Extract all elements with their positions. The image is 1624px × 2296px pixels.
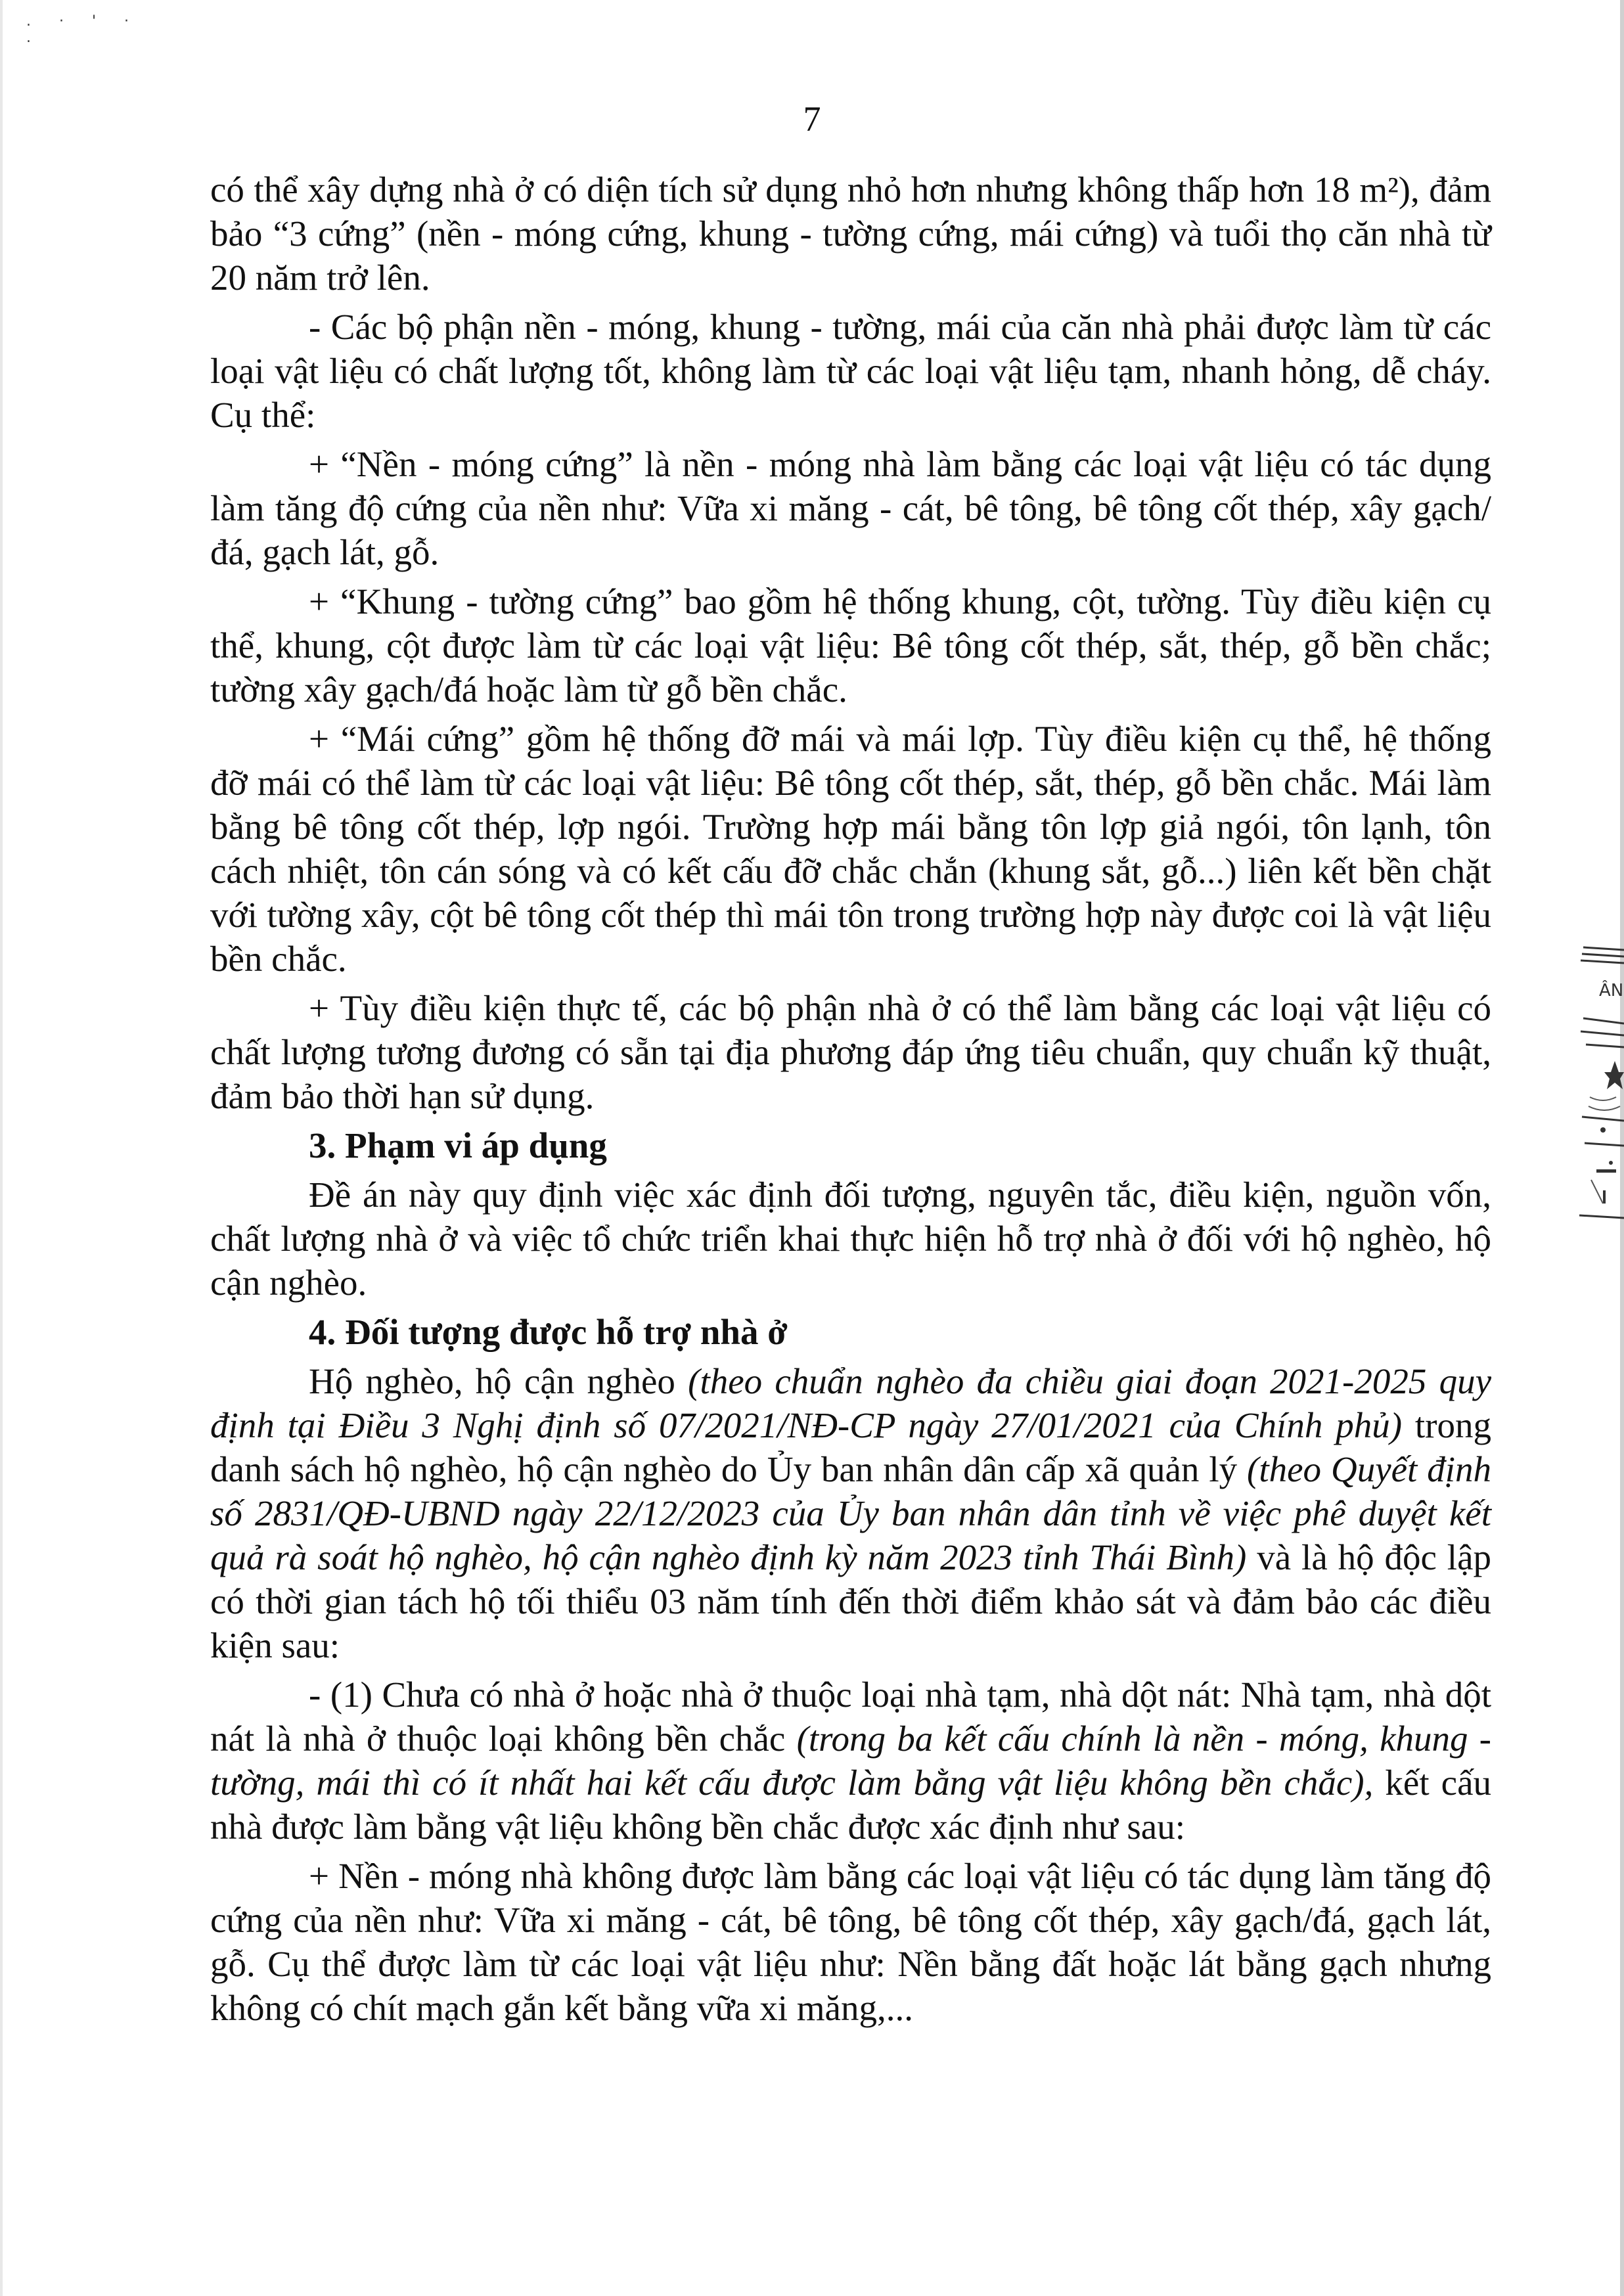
section-heading-3: 3. Phạm vi áp dụng <box>309 1125 607 1165</box>
paragraph-9-part-a: - (1) Chưa có nhà ở hoặc nhà ở thuộc loại nhà tạm, nhà dột nát: Nhà tạm, nhà dột nát là nhà ở thuộc loại không bền chắc <box>210 1675 1491 1759</box>
paragraph-9 <box>210 1673 1491 1849</box>
paragraph-7: Đề án này quy định việc xác định đối tượng, nguyên tắc, điều kiện, nguồn vốn, chất lượng nhà ở và việc tổ chức triển khai thực hiện hỗ trợ nhà ở đối với hộ nghèo, hộ cận nghèo. <box>210 1175 1491 1303</box>
paragraph-9-part-b: (trong ba kết cấu chính là nền - móng, khung - tường, mái thì có ít nhất hai kết cấu được làm bằng vật liệu không bền chắc), <box>210 1719 1491 1803</box>
paragraph-8-part-a: Hộ nghèo, hộ cận nghèo <box>309 1361 688 1401</box>
paragraph-3: + “Nền - móng cứng” là nền - móng nhà làm bằng các loại vật liệu có tác dụng làm tăng độ cứng của nền như: Vữa xi măng - cát, bê tông, bê tông cốt thép, xây gạch/đá, gạch lát, gỗ. <box>210 444 1491 572</box>
paragraph-4: + “Khung - tường cứng” bao gồm hệ thống khung, cột, tường. Tùy điều kiện cụ thể, khung, cột được làm từ các loại vật liệu: Bê tông cốt thép, sắt, thép, gỗ bền chắc; tường xây gạch/đá hoặc làm từ gỗ bền chắc. <box>210 581 1491 709</box>
paragraph-8 <box>210 1359 1491 1667</box>
seal-stamp-icon <box>1577 946 1624 1222</box>
paragraph-8-part-c: trong danh sách hộ nghèo, hộ cận nghèo do Ủy ban nhân dân cấp xã quản lý <box>210 1405 1491 1489</box>
page-number: 7 <box>803 99 821 139</box>
paragraph-10: + Nền - móng nhà không được làm bằng các loại vật liệu có tác dụng làm tăng độ cứng của nền như: Vữa xi măng - cát, bê tông, bê tông cốt thép, xây gạch/đá, gạch lát, gỗ. Cụ thể được làm từ các loại vật liệu như: Nền bằng đất hoặc lát bằng gạch nhưng không có chít mạch gắn kết bằng vữa xi măng,... <box>210 1856 1491 2028</box>
document-body <box>210 168 1491 2035</box>
paragraph-5: + “Mái cứng” gồm hệ thống đỡ mái và mái lợp. Tùy điều kiện cụ thể, hệ thống đỡ mái có thể làm từ các loại vật liệu: Bê tông cốt thép, sắt, thép, gỗ bền chắc. Mái làm bằng bê tông cốt thép, lợp ngói. Trường hợp mái bằng tôn lợp giả ngói, tôn lạnh, tôn cách nhiệt, tôn cán sóng và có kết cấu đỡ chắc chắn (khung sắt, gỗ...) liên kết bền chặt với tường xây, cột bê tông cốt thép thì mái tôn trong trường hợp này được coi là vật liệu bền chắc. <box>210 719 1491 979</box>
section-heading-4: 4. Đối tượng được hỗ trợ nhà ở <box>309 1312 788 1352</box>
scan-artifact: . · ' · . <box>26 13 141 46</box>
paragraph-1: có thể xây dựng nhà ở có diện tích sử dụng nhỏ hơn nhưng không thấp hơn 18 m²), đảm bảo “3 cứng” (nền - móng cứng, khung - tường cứng, mái cứng) và tuổi thọ căn nhà từ 20 năm trở lên. <box>210 169 1491 298</box>
paragraph-9-part-c: kết cấu nhà được làm bằng vật liệu không bền chắc được xác định như sau: <box>210 1763 1491 1847</box>
svg-text:ÂN: ÂN <box>1599 981 1624 1001</box>
scan-edge-left <box>0 0 3 2296</box>
paragraph-6: + Tùy điều kiện thực tế, các bộ phận nhà ở có thể làm bằng các loại vật liệu có chất lượng tương đương có sẵn tại địa phương đáp ứng tiêu chuẩn, quy chuẩn kỹ thuật, đảm bảo thời hạn sử dụng. <box>210 988 1491 1116</box>
paragraph-8-part-e: và là hộ độc lập có thời gian tách hộ tối thiểu 03 năm tính đến thời điểm khảo sát và đảm bảo các điều kiện sau: <box>210 1537 1491 1665</box>
paragraph-8-part-b: (theo chuẩn nghèo đa chiều giai đoạn 2021-2025 quy định tại Điều 3 Nghị định số 07/2021/NĐ-CP ngày 27/01/2021 của Chính phủ) <box>210 1361 1491 1445</box>
paragraph-2: - Các bộ phận nền - móng, khung - tường, mái của căn nhà phải được làm từ các loại vật liệu có chất lượng tốt, không làm từ các loại vật liệu tạm, nhanh hỏng, dễ cháy. Cụ thể: <box>210 307 1491 435</box>
paragraph-8-part-d: (theo Quyết định số 2831/QĐ-UBND ngày 22/12/2023 của Ủy ban nhân dân tỉnh về việc phê duyệt kết quả rà soát hộ nghèo, hộ cận nghèo định kỳ năm 2023 tỉnh Thái Bình) <box>210 1449 1491 1577</box>
